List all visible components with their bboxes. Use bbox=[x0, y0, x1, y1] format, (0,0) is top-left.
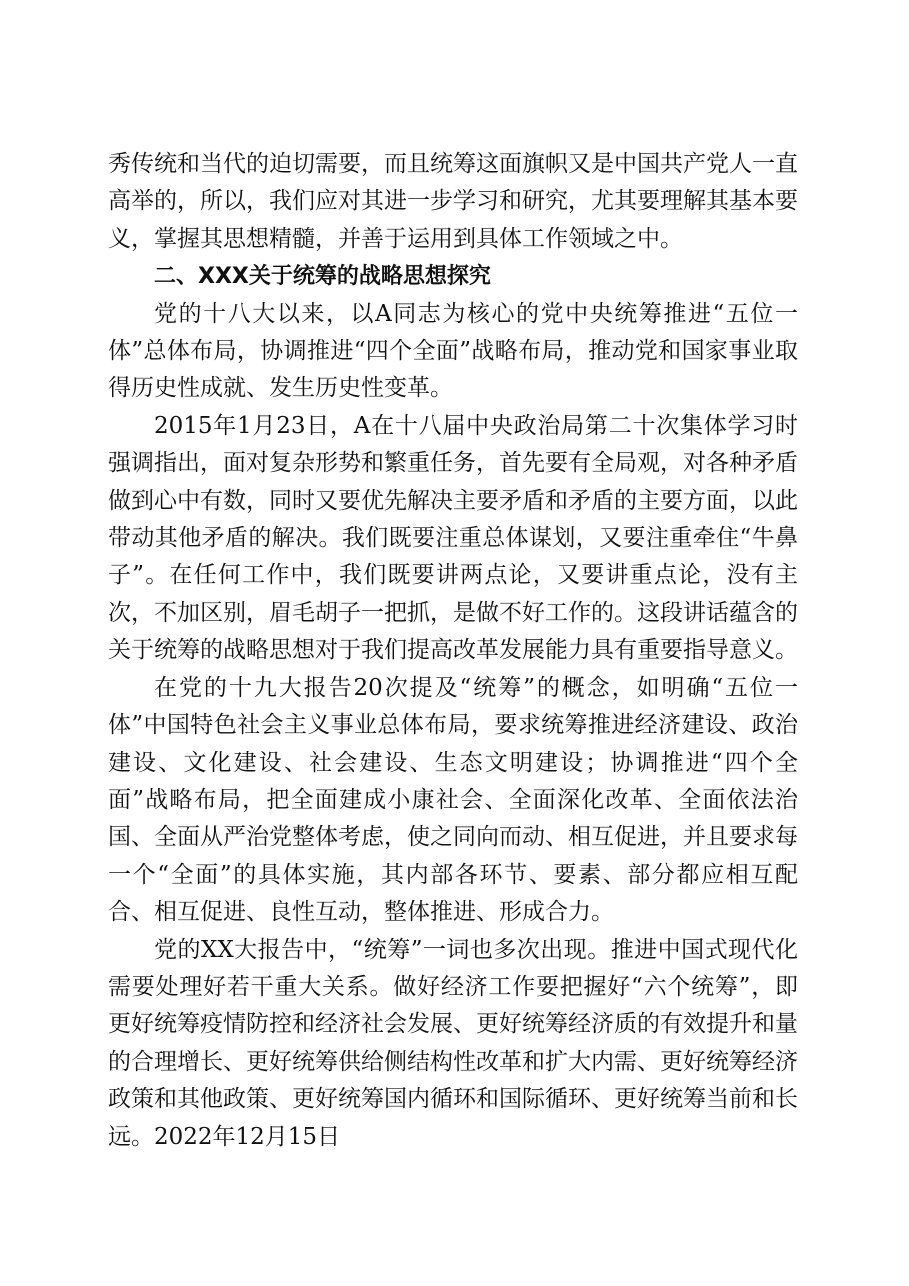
section-heading: 二、XXX关于统筹的战略思想探究 bbox=[154, 264, 491, 290]
paragraph-continuation: 秀传统和当代的迫切需要，而且统筹这面旗帜又是中国共产党人一直高举的，所以，我们应对其进一步学习和研究，尤其要理解其基本要义，掌握其思想精髓，并善于运用到具体工作领域之中。 bbox=[108, 151, 798, 252]
paragraph: 在党的十九大报告20次提及“统筹”的概念，如明确“五位一体”中国特色社会主义事业总体布局，要求统筹推进经济建设、政治建设、文化建设、社会建设、生态文明建设；协调推进“四个全面”战略布局，把全面建成小康社会、全面深化改革、全面依法治国、全面从严治党整体考虑，使之同向而动、相互促进，并且要求每一个“全面”的具体实施，其内部各环节、要素、部分都应相互配合、相互促进、良性互动，整体推进、形成合力。 bbox=[108, 674, 798, 926]
document-body bbox=[108, 146, 798, 1156]
paragraph: 党的十八大以来，以A同志为核心的党中央统筹推进“五位一体”总体布局，协调推进“四个全面”战略布局，推动党和国家事业取得历史性成就、发生历史性变革。 bbox=[108, 300, 798, 402]
paragraph: 2015年1月23日，A在十八届中央政治局第二十次集体学习时强调指出，面对复杂形势和繁重任务，首先要有全局观，对各种矛盾做到心中有数，同时又要优先解决主要矛盾和矛盾的主要方面，以此带动其他矛盾的解决。我们既要注重总体谋划，又要注重牵住“牛鼻子”。在任何工作中，我们既要讲两点论，又要讲重点论，没有主次，不加区别，眉毛胡子一把抓，是做不好工作的。这段讲话蕴含的关于统筹的战略思想对于我们提高改革发展能力具有重要指导意义。 bbox=[108, 412, 798, 664]
paragraph: 党的XX大报告中，“统筹”一词也多次出现。推进中国式现代化需要处理好若干重大关系。做好经济工作要把握好“六个统筹”，即更好统筹疫情防控和经济社会发展、更好统筹经济质的有效提升和量的合理增长、更好统筹供给侧结构性改革和扩大内需、更好统筹经济政策和其他政策、更好统筹国内循环和国际循环、更好统筹当前和长远。2022年12月15日 bbox=[108, 936, 798, 1150]
